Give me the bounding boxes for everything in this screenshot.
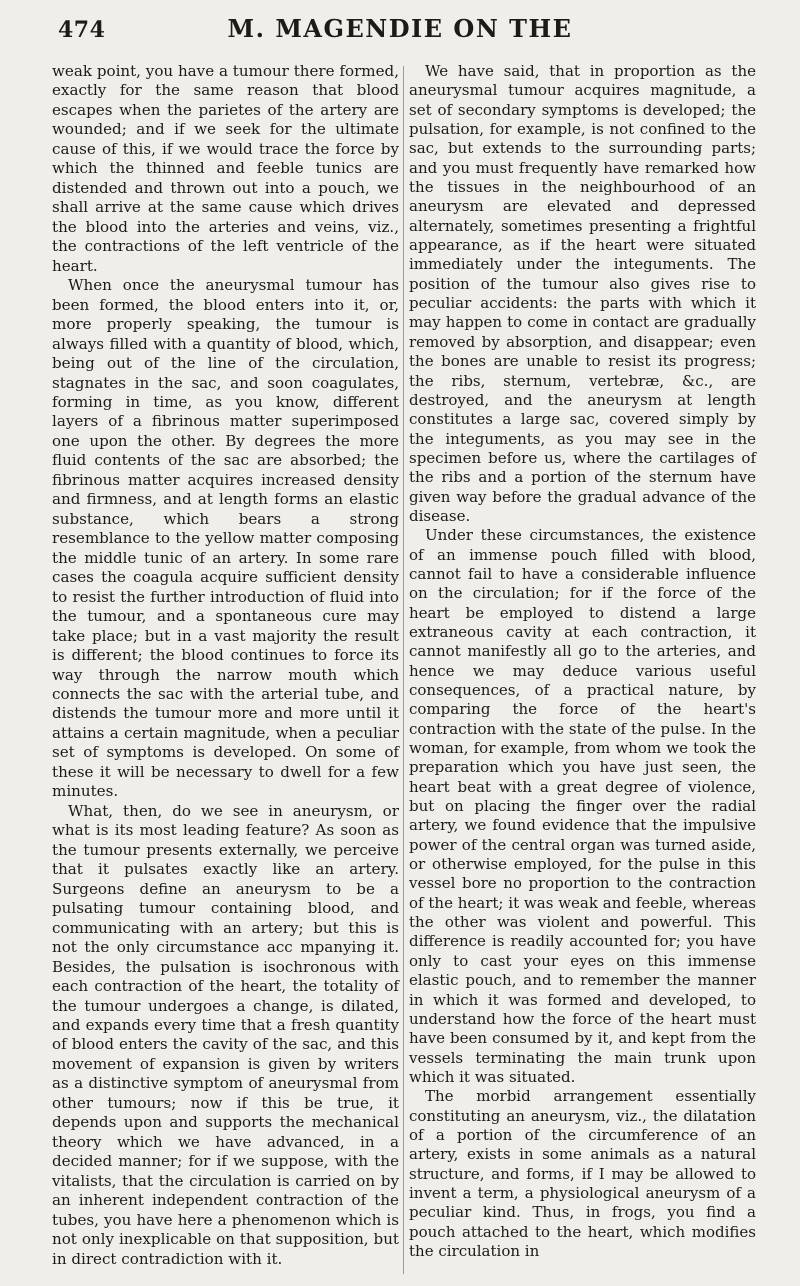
paragraph: When once the aneurysmal tumour has been formed, the blood enters into it, or, more properly speaking, the tumour is always filled with a quantity of blood, which, being out of the line of the circulation, stagnates in the sac, and soon coagulates, forming in time, as you know, different layers of a fibrinous matter superimposed one upon the other. By degrees the more fluid contents of the sac are absorbed; the fibrinous matter acquires increased density and firmness, and at length forms an elastic substance, which bears a strong resemblance to the yellow matter composing the middle tunic of an artery. In some rare cases the coagula acquire sufficient density to resist the further introduction of fluid into the tumour, and a spontaneous cure may take place; but in a vast majority the result is different; the blood continues to force its way through the narrow mouth which connects the sac with the arterial tube, and distends the tumour more and more until it attains a certain magnitude, when a peculiar set of symptoms is developed. On some of these it will be necessary to dwell for a few minutes. [52, 276, 399, 801]
left-column [52, 62, 399, 1269]
running-title: M. MAGENDIE ON THE [227, 14, 573, 43]
paragraph: We have said, that in proportion as the aneurysmal tumour acquires magnitude, a set of secondary symptoms is developed; the pulsation, for example, is not confined to the sac, but extends to the surrounding parts; and you must frequently have remarked how the tissues in the neighbourhood of an aneurysm are elevated and depressed alternately, sometimes presenting a frightful appearance, as if the heart were situated immediately under the integuments. The position of the tumour also gives rise to peculiar accidents: the parts with which it may happen to come in contact are gradually removed by absorption, and disappear; even the bones are unable to resist its progress; the ribs, sternum, vertebræ, &c., are destroyed, and the aneurysm at length constitutes a large sac, covered simply by the integuments, as you may see in the specimen before us, where the cartilages of the ribs and a portion of the sternum have given way before the gradual advance of the disease. [409, 62, 756, 525]
paragraph: What, then, do we see in aneurysm, or what is its most leading feature? As soon as the tumour presents externally, we perceive that it pulsates exactly like an artery. Surgeons define an aneurysm to be a pulsating tumour containing blood, and communicating with an artery; but this is not the only circumstance acc mpanying it. Besides, the pulsation is isochronous with each contraction of the heart, the totality of the tumour undergoes a change, is dilated, and expands every time that a fresh quantity of blood enters the cavity of the sac, and this movement of expansion is given by writers as a distinctive symptom of aneurysmal from other tumours; now if this be true, it depends upon and supports the mechanical theory which we have advanced, in a decided manner; for if we suppose, with the vitalists, that the circulation is carried on by an inherent independent contraction of the tubes, you have here a phenomenon which is not only inexplicable on that supposition, but in direct contradiction with it. [52, 801, 399, 1268]
right-column [409, 62, 756, 1261]
page-number: 474 [58, 17, 106, 43]
column-divider [403, 66, 404, 1274]
paragraph: weak point, you have a tumour there formed, exactly for the same reason that blood escapes when the parietes of the artery are wounded; and if we seek for the ultimate cause of this, if we would trace the force by which the thinned and feeble tunics are distended and thrown out into a pouch, we shall arrive at the same cause which drives the blood into the arteries and veins, viz., the contractions of the left ventricle of the heart. [52, 62, 399, 275]
paragraph: The morbid arrangement essentially constituting an aneurysm, viz., the dilatation of a portion of the circumference of an artery, exists in some animals as a natural structure, and forms, if I may be allowed to invent a term, a physiological aneurysm of a peculiar kind. Thus, in frogs, you find a pouch attached to the heart, which modifies the circulation in [409, 1087, 756, 1260]
paragraph: Under these circumstances, the existence of an immense pouch filled with blood, cannot fail to have a considerable influence on the circulation; for if the force of the heart be employed to distend a large extraneous cavity at each contraction, it cannot manifestly all go to the arteries, and hence we may deduce various useful consequences, of a practical nature, by comparing the force of the heart's contraction with the state of the pulse. In the woman, for example, from whom we took the preparation which you have just seen, the heart beat with a great degree of violence, but on placing the finger over the radial artery, we found evidence that the impulsive power of the central organ was turned aside, or otherwise employed, for the pulse in this vessel bore no proportion to the contraction of the heart; it was weak and feeble, whereas the other was violent and powerful. This difference is readily accounted for; you have only to cast your eyes on this immense elastic pouch, and to remember the manner in which it was formed and developed, to understand how the force of the heart must have been consumed by it, and kept from the vessels terminating the main trunk upon which it was situated. [409, 526, 756, 1086]
